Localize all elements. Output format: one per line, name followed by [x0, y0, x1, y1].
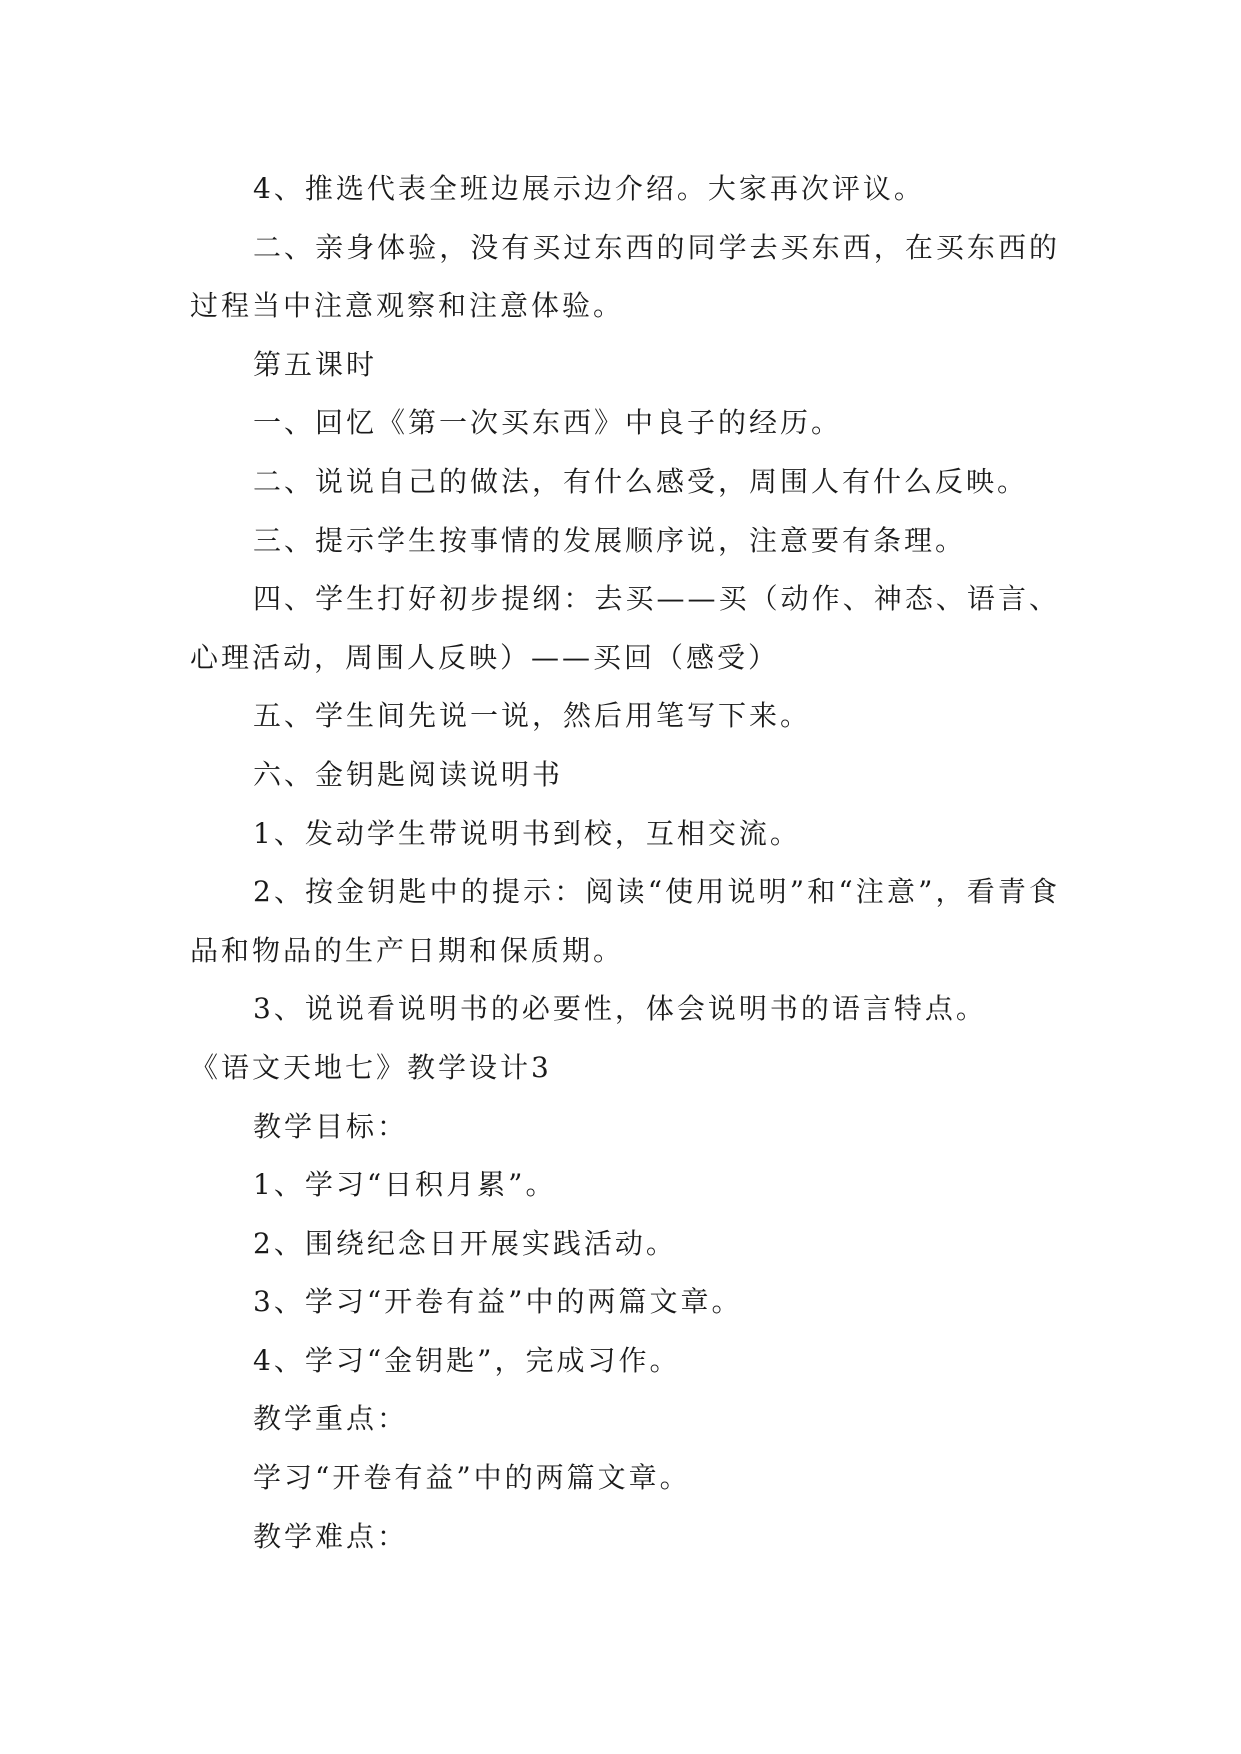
paragraph: 二、说说自己的做法，有什么感受，周围人有什么反映。 [253, 464, 1029, 498]
paragraph: 一、回忆《第一次买东西》中良子的经历。 [253, 406, 843, 440]
paragraph: 四、学生打好初步提纲：去买——买（动作、神态、语言、心理活动，周围人反映）——买回（感受） [190, 582, 1060, 674]
paragraph: 六、金钥匙阅读说明书 [253, 757, 564, 791]
paragraph: 三、提示学生按事情的发展顺序说，注意要有条理。 [253, 523, 967, 557]
paragraph: 1、发动学生带说明书到校，互相交流。 [253, 816, 801, 850]
paragraph: 4、学习“金钥匙”，完成习作。 [253, 1343, 681, 1377]
paragraph: 4、推选代表全班边展示边介绍。大家再次评议。 [253, 172, 925, 205]
paragraph: 1、学习“日积月累”。 [253, 1168, 557, 1202]
section-heading: 教学难点： [253, 1519, 409, 1553]
paragraph: 学习“开卷有益”中的两篇文章。 [253, 1461, 691, 1495]
paragraph: 3、学习“开卷有益”中的两篇文章。 [253, 1285, 743, 1319]
document-title: 《语文天地七》教学设计3 [190, 1050, 552, 1084]
paragraph: 五、学生间先说一说，然后用笔写下来。 [253, 699, 812, 733]
section-heading: 第五课时 [253, 347, 378, 381]
paragraph: 3、说说看说明书的必要性，体会说明书的语言特点。 [253, 992, 987, 1026]
paragraph: 2、围绕纪念日开展实践活动。 [253, 1226, 677, 1260]
paragraph: 2、按金钥匙中的提示：阅读“使用说明”和“注意”，看青食品和物品的生产日期和保质期。 [190, 875, 1060, 967]
section-heading: 教学目标： [253, 1109, 409, 1143]
document-body [190, 160, 1060, 1566]
section-heading: 教学重点： [253, 1402, 409, 1436]
paragraph: 二、亲身体验，没有买过东西的同学去买东西，在买东西的过程当中注意观察和注意体验。 [190, 230, 1060, 323]
